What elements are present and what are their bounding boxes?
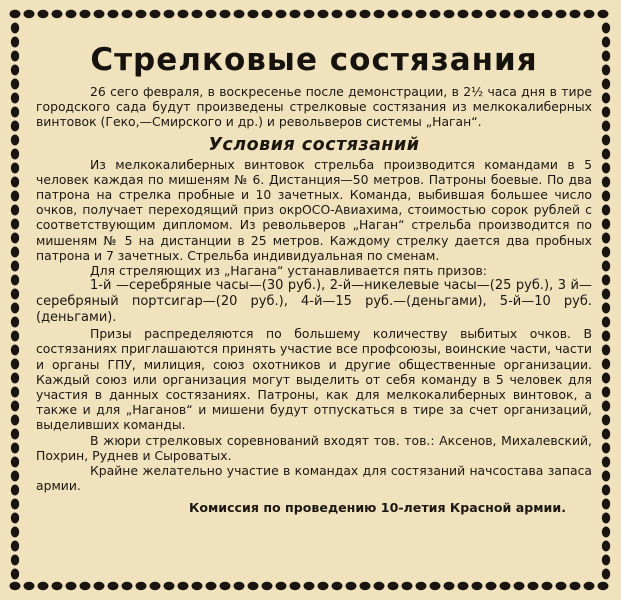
border-bead	[598, 582, 609, 590]
border-bead	[458, 10, 469, 18]
border-bead	[24, 582, 35, 590]
border-bead	[602, 569, 610, 580]
border-bead	[602, 541, 610, 552]
border-bead	[192, 582, 203, 590]
border-bead	[11, 275, 19, 286]
border-bead	[248, 10, 259, 18]
border-bead	[11, 387, 19, 398]
border-bead	[11, 317, 19, 328]
border-bead	[220, 582, 231, 590]
border-bead	[52, 582, 63, 590]
border-bead	[602, 429, 610, 440]
border-bead	[332, 582, 343, 590]
article	[36, 28, 592, 515]
border-bead	[598, 10, 609, 18]
border-bead	[11, 135, 19, 146]
border-bead	[136, 10, 147, 18]
border-bead	[11, 191, 19, 202]
border-bead	[602, 233, 610, 244]
border-bead	[290, 582, 301, 590]
border-bead	[388, 582, 399, 590]
border-bead	[500, 10, 511, 18]
border-bead	[602, 387, 610, 398]
border-bead	[602, 415, 610, 426]
border-bead	[430, 582, 441, 590]
border-bead	[11, 471, 19, 482]
intro-paragraph: 26 сего февраля, в воскресенье после демонстрации, в 2½ часа дня в тире городского сада будут произведены стрелковые состязания из мелкокалиберных винтовок (Геко,—Смирского и др.) и револьверов системы „Наган“.	[36, 84, 592, 130]
border-bead	[11, 177, 19, 188]
border-bead	[11, 527, 19, 538]
border-bead	[444, 582, 455, 590]
appeal-paragraph: Крайне желательно участие в командах для состязаний начсостава запаса армии.	[36, 463, 592, 494]
border-bead	[11, 513, 19, 524]
border-bead	[178, 10, 189, 18]
border-bead	[11, 331, 19, 342]
border-bead	[602, 485, 610, 496]
border-bead	[584, 10, 595, 18]
border-bead	[11, 359, 19, 370]
border-bead	[66, 582, 77, 590]
conditions-heading: Условия состязаний	[208, 134, 420, 155]
border-bead	[11, 37, 19, 48]
border-bead	[262, 10, 273, 18]
prizes-list: 1-й —серебряные часы—(30 руб.), 2-й—никелевые часы—(25 руб.), 3 й—серебряный портсигар—(20 руб.), 4-й—15 руб.—(деньгами), 5-й—10 руб. (деньгами).	[36, 278, 592, 326]
distribution-paragraph: Призы распределяются по большему количеству выбитых очков. В состязаниях приглашаются принять участие все профсоюзы, воинские части, части и органы ГПУ, милиция, союз охотников и другие общественные организации. Каждый союз или организация могут выделить от себя команду в 5 человек для участия в данных состязаниях. Патроны, как для мелкокалиберных винтовок, а также и для „Наганов“ и мишени будут отпускаться в тире за счет организаций, выделивших команды.	[36, 326, 592, 433]
border-bead	[11, 65, 19, 76]
border-bead	[11, 345, 19, 356]
border-bead	[38, 582, 49, 590]
border-bead	[602, 163, 610, 174]
border-bead	[11, 289, 19, 300]
prizes-intro: Для стреляющих из „Нагана“ устанавливается пять призов:	[90, 263, 487, 279]
border-bead	[94, 582, 105, 590]
border-bead	[318, 582, 329, 590]
border-bead	[458, 582, 469, 590]
border-bead	[11, 457, 19, 468]
border-bead	[276, 10, 287, 18]
border-bead	[602, 289, 610, 300]
border-bead	[122, 582, 133, 590]
border-bead	[602, 303, 610, 314]
border-bead	[602, 275, 610, 286]
border-bead	[11, 93, 19, 104]
border-bead	[206, 582, 217, 590]
border-bead	[11, 569, 19, 580]
border-bead	[11, 373, 19, 384]
border-bead	[360, 10, 371, 18]
border-bead	[602, 527, 610, 538]
border-bead	[602, 177, 610, 188]
border-bead	[108, 582, 119, 590]
border-bead	[220, 10, 231, 18]
border-bead	[486, 10, 497, 18]
border-bead	[11, 205, 19, 216]
border-bead	[262, 582, 273, 590]
border-bead	[472, 582, 483, 590]
article-title: Стрелковые состязания	[90, 42, 538, 78]
border-bead	[164, 582, 175, 590]
border-bead	[11, 415, 19, 426]
border-bead	[11, 555, 19, 566]
border-bead	[108, 10, 119, 18]
border-bead	[602, 135, 610, 146]
border-bead	[602, 191, 610, 202]
border-bead	[602, 65, 610, 76]
border-bead	[514, 582, 525, 590]
border-bead	[94, 10, 105, 18]
border-bead	[602, 471, 610, 482]
border-bead	[150, 582, 161, 590]
border-bead	[11, 443, 19, 454]
border-bead	[602, 499, 610, 510]
border-bead	[602, 513, 610, 524]
border-bead	[542, 10, 553, 18]
border-bead	[11, 121, 19, 132]
border-bead	[38, 10, 49, 18]
border-bead	[402, 582, 413, 590]
jury-paragraph: В жюри стрелковых соревнований входят тов. тов.: Аксенов, Михалевский, Похрин, Руднев и Сыроватых.	[36, 432, 592, 463]
border-bead	[602, 247, 610, 258]
border-bead	[602, 443, 610, 454]
border-bead	[11, 23, 19, 34]
conditions-paragraph: Из мелкокалиберных винтовок стрельба производится командами в 5 человек каждая по мишеням № 6. Дистанция—50 метров. Патроны боевые. По два патрона на стрелка пробные и 10 зачетных. Команда, выбившая большее число очков, получает переходящий приз окрОСО-Авиахима, стоимостью сорок рублей с соответствующим дипломом. Из револьверов „Наган“ стрельба производится по мишеням № 5 на дистанции в 25 метров. Каждому стрелку дается два пробных патрона и 7 зачетных. Стрельба индивидуальная по сменам.	[36, 156, 592, 263]
border-bead	[234, 10, 245, 18]
border-bead	[360, 582, 371, 590]
border-bead	[66, 10, 77, 18]
border-bead	[416, 582, 427, 590]
border-bead	[11, 429, 19, 440]
border-bead	[164, 10, 175, 18]
border-bead	[602, 555, 610, 566]
border-bead	[332, 10, 343, 18]
border-bead	[192, 10, 203, 18]
border-bead	[416, 10, 427, 18]
border-bead	[514, 10, 525, 18]
border-bead	[402, 10, 413, 18]
border-bead	[430, 10, 441, 18]
border-bead	[11, 163, 19, 174]
border-bead	[602, 345, 610, 356]
border-bead	[602, 317, 610, 328]
border-bead	[602, 331, 610, 342]
border-bead	[602, 261, 610, 272]
border-bead	[602, 37, 610, 48]
border-bead	[602, 457, 610, 468]
border-bead	[304, 10, 315, 18]
border-bead	[150, 10, 161, 18]
border-bead	[602, 121, 610, 132]
border-bead	[542, 582, 553, 590]
border-bead	[136, 582, 147, 590]
border-bead	[10, 582, 21, 590]
border-bead	[528, 10, 539, 18]
border-bead	[556, 582, 567, 590]
border-bead	[11, 79, 19, 90]
border-bead	[11, 485, 19, 496]
border-bead	[500, 582, 511, 590]
border-bead	[602, 93, 610, 104]
signature: Комиссия по проведению 10-летия Красной армии.	[189, 500, 566, 516]
border-bead	[10, 10, 21, 18]
border-bead	[80, 582, 91, 590]
border-bead	[602, 51, 610, 62]
border-bead	[602, 373, 610, 384]
border-bead	[486, 582, 497, 590]
border-bead	[528, 582, 539, 590]
border-bead	[290, 10, 301, 18]
border-bead	[178, 582, 189, 590]
border-bead	[388, 10, 399, 18]
border-bead	[11, 303, 19, 314]
border-bead	[444, 10, 455, 18]
border-bead	[472, 10, 483, 18]
border-bead	[11, 219, 19, 230]
border-bead	[570, 10, 581, 18]
border-bead	[122, 10, 133, 18]
border-bead	[80, 10, 91, 18]
border-bead	[11, 261, 19, 272]
border-bead	[602, 149, 610, 160]
border-bead	[346, 10, 357, 18]
border-bead	[556, 10, 567, 18]
border-bead	[374, 582, 385, 590]
border-bead	[234, 582, 245, 590]
border-bead	[602, 359, 610, 370]
border-bead	[11, 51, 19, 62]
border-bead	[11, 541, 19, 552]
border-bead	[11, 107, 19, 118]
border-bead	[11, 149, 19, 160]
border-bead	[11, 247, 19, 258]
border-bead	[206, 10, 217, 18]
border-bead	[584, 582, 595, 590]
border-bead	[374, 10, 385, 18]
border-bead	[248, 582, 259, 590]
border-bead	[318, 10, 329, 18]
border-bead	[602, 401, 610, 412]
border-bead	[24, 10, 35, 18]
border-bead	[570, 582, 581, 590]
border-bead	[602, 23, 610, 34]
border-bead	[11, 401, 19, 412]
border-bead	[11, 499, 19, 510]
border-bead	[304, 582, 315, 590]
border-bead	[346, 582, 357, 590]
border-bead	[11, 233, 19, 244]
border-bead	[602, 219, 610, 230]
border-bead	[602, 79, 610, 90]
border-bead	[52, 10, 63, 18]
border-bead	[602, 205, 610, 216]
border-bead	[602, 107, 610, 118]
border-bead	[276, 582, 287, 590]
